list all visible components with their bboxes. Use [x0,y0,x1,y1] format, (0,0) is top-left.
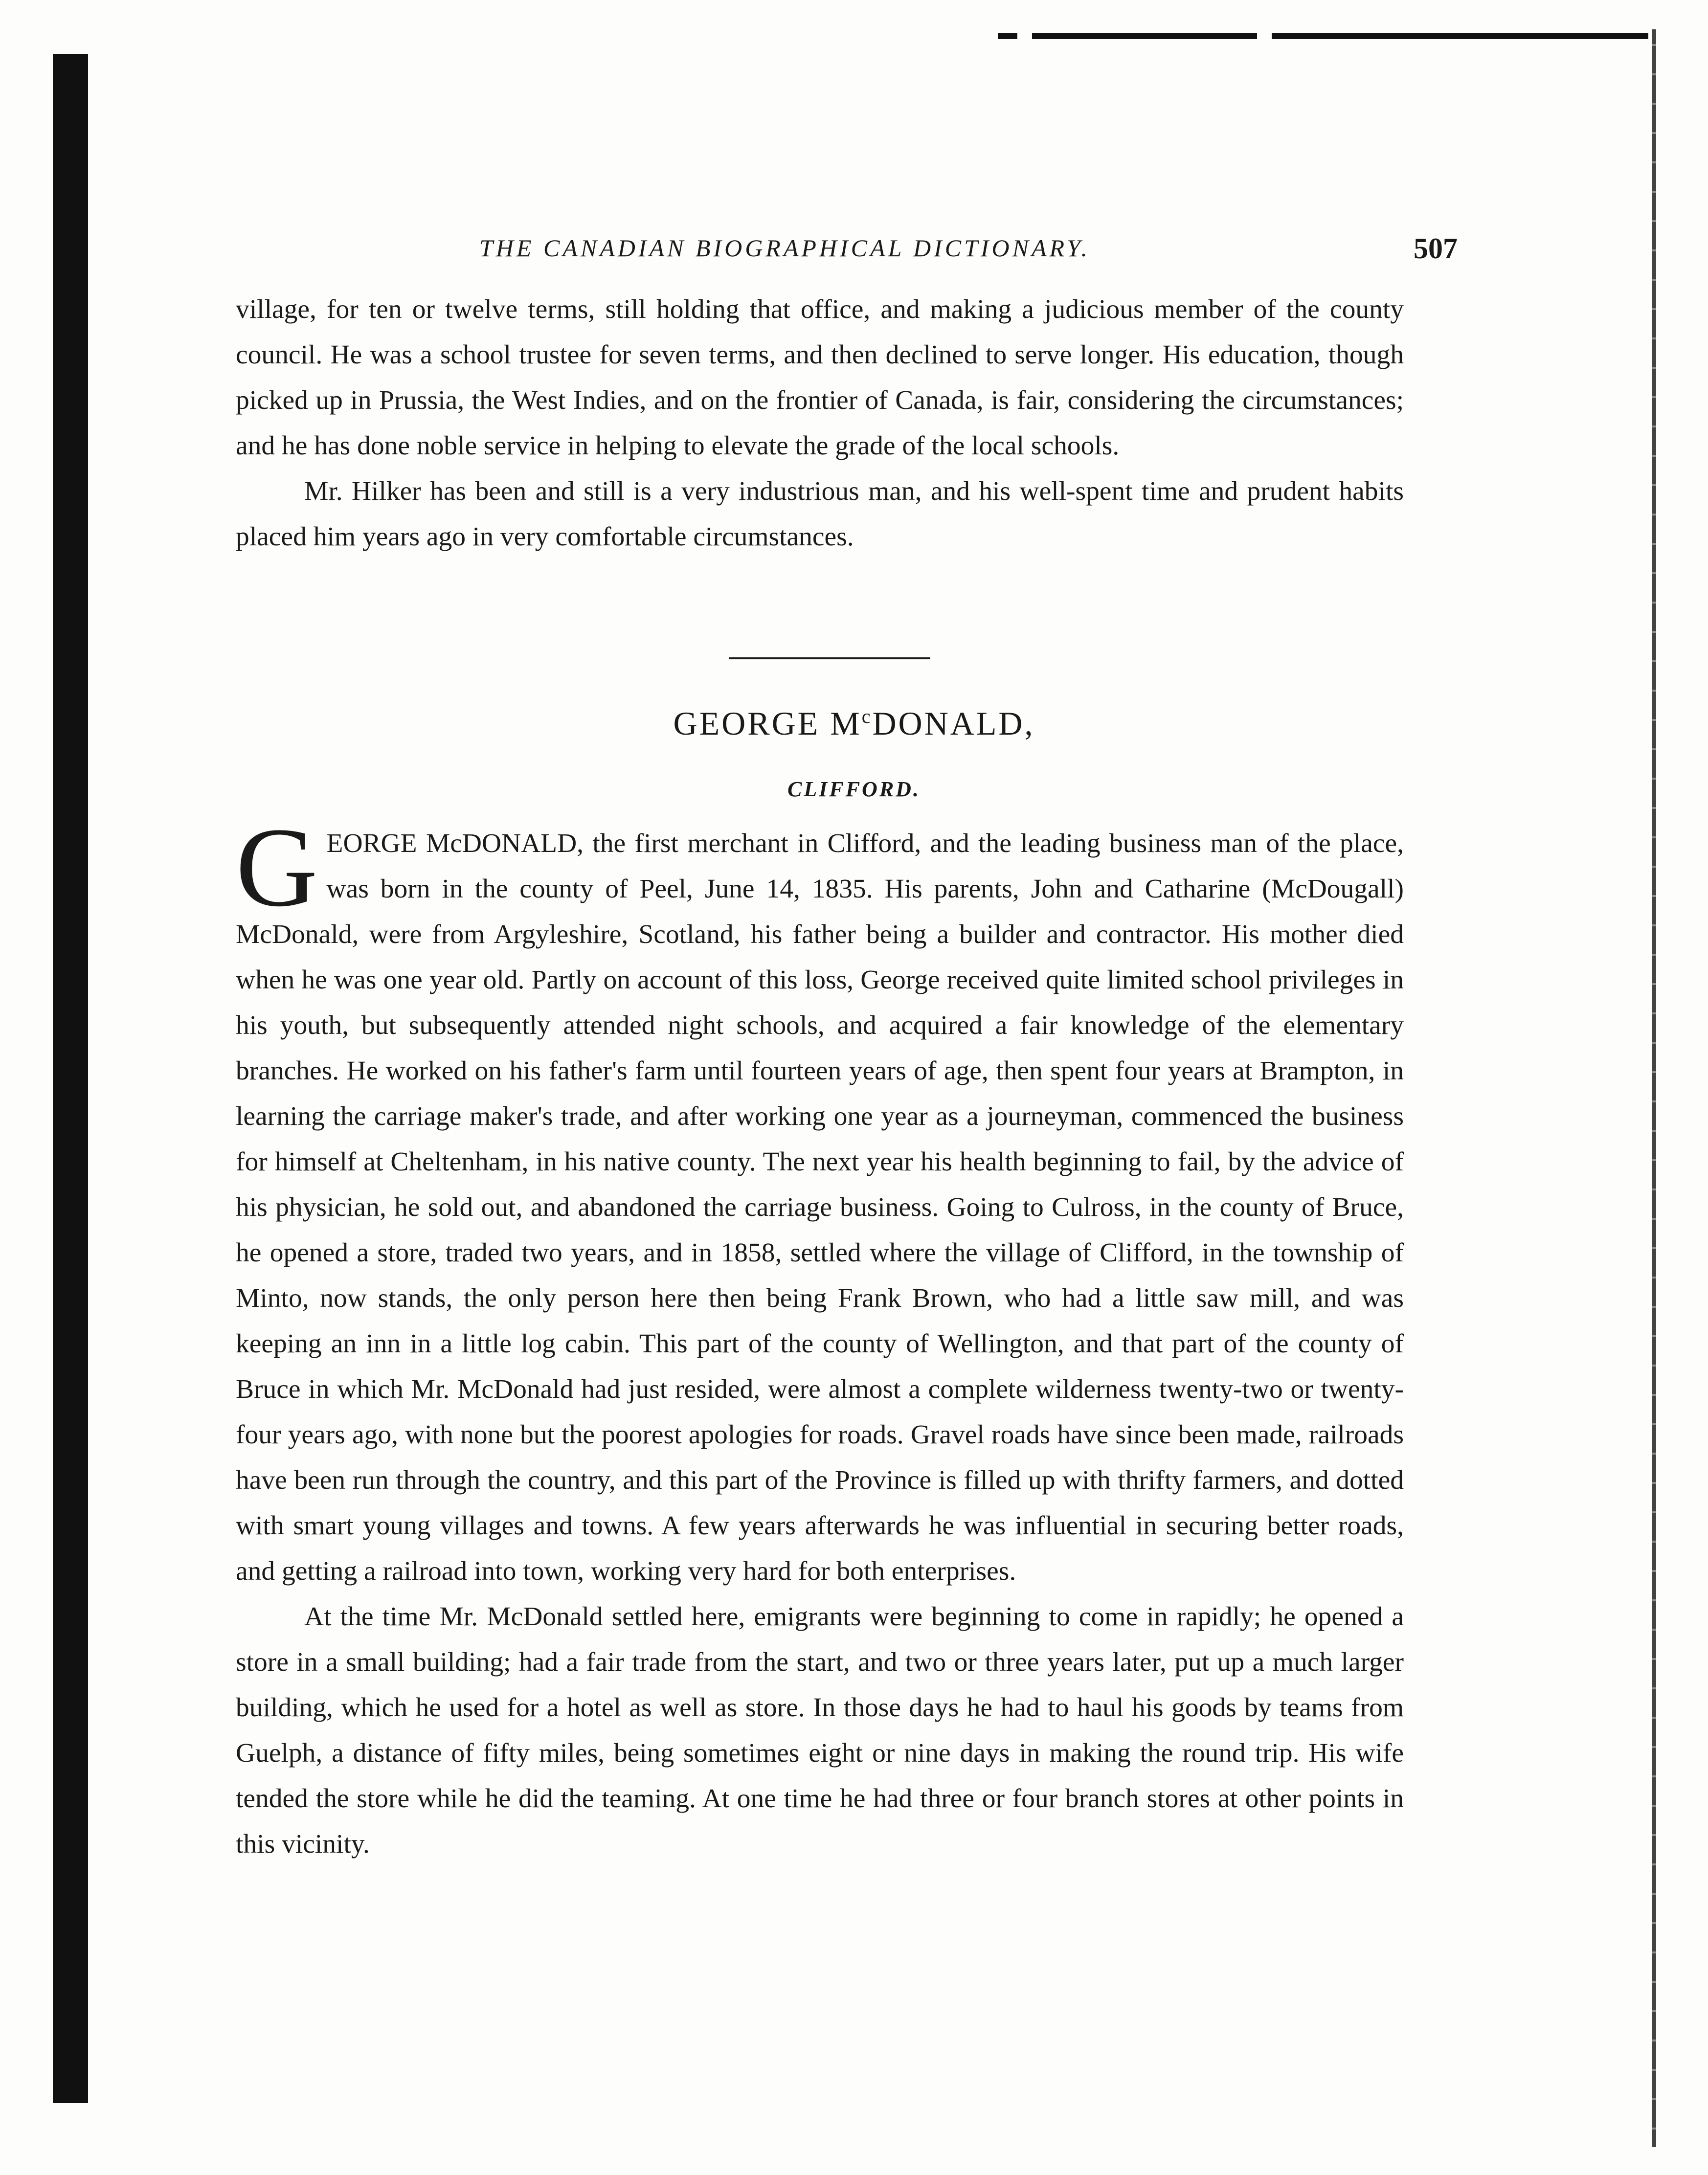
entry-location: CLIFFORD. [787,777,921,801]
scan-artifact [998,33,1017,39]
entry-paragraph-body: EORGE McDONALD, the first merchant in Clifford, and the leading business man of the place, was born in the county of Peel, June 14, 1835. His parents, John and Catharine (McDougall) McDonald, were from Argyleshire, Scotland, his father being a builder and contractor. His mother died when he was one year old. Partly on account of this loss, George received quite limited school privileges in his youth, but subsequently attended night schools, and acquired a fair knowledge of the elementary branches. He worked on his father's farm until fourteen years of age, then spent four years at Brampton, in learning the carriage maker's trade, and after working one year as a journeyman, commenced the business for himself at Cheltenham, in his native county. The next year his health beginning to fail, by the advice of his physician, he sold out, and abandoned the carriage business. Going to Culross, in the county of Bruce, he opened a store, traded two years, and in 1858, settled where the village of Clifford, in the township of Minto, now stands, the only person here then being Frank Brown, who had a little saw mill, and was keeping an inn in a little log cabin. This part of the county of Wellington, and that part of the county of Bruce in which Mr. McDonald had just resided, were almost a complete wilderness twenty-two or twenty-four years ago, with none but the poorest apologies for roads. Gravel roads have since been made, railroads have been run through the country, and this part of the Province is filled up with thrifty farmers, and dotted with smart young villages and towns. A few years afterwards he was influential in securing better roads, and getting a railroad into town, working very hard for both enterprises. [236,829,1404,1586]
drop-cap: G [236,805,318,930]
page-number: 507 [1414,232,1458,265]
running-head [225,234,1458,273]
prior-entry-paragraph: village, for ten or twelve terms, still holding that office, and making a judicious member of the county council. He was a school trustee for seven terms, and then declined to serve longer. His education, though picked up in Prussia, the West Indies, and on the frontier of Canada, is fair, considering the circumstances; and he has done noble service in helping to elevate the grade of the local schools. [236,294,1404,461]
entry-paragraph: At the time Mr. McDonald settled here, emigrants were beginning to come in rapidly; he opened a store in a small building; had a fair trade from the start, and two or three years later, put up a much larger building, which he used for a hotel as well as store. In those days he had to haul his goods by teams from Guelph, a distance of fifty miles, being sometimes eight or nine days in making the round trip. His wife tended the store while he did the teaming. At one time he had three or four branch stores at other points in this vicinity. [236,1602,1404,1859]
entry-paragraph [236,805,1404,1594]
scan-artifact [1272,33,1648,39]
entry-text [236,805,1404,1867]
entry-heading [0,704,1708,743]
scan-artifact [1032,33,1257,39]
page-edge [1652,29,1656,2147]
section-divider [729,657,930,659]
entry-name-superscript: c [861,705,873,727]
binding-shadow [53,54,88,2103]
running-title: THE CANADIAN BIOGRAPHICAL DICTIONARY. [479,234,1090,262]
entry-name-prefix: GEORGE M [673,705,862,742]
prior-entry-text [236,287,1404,560]
prior-entry-paragraph: Mr. Hilker has been and still is a very industrious man, and his well-spent time and prudent habits placed him years ago in very comfortable circumstances. [236,476,1404,552]
entry-name-suffix: DONALD, [872,705,1035,742]
